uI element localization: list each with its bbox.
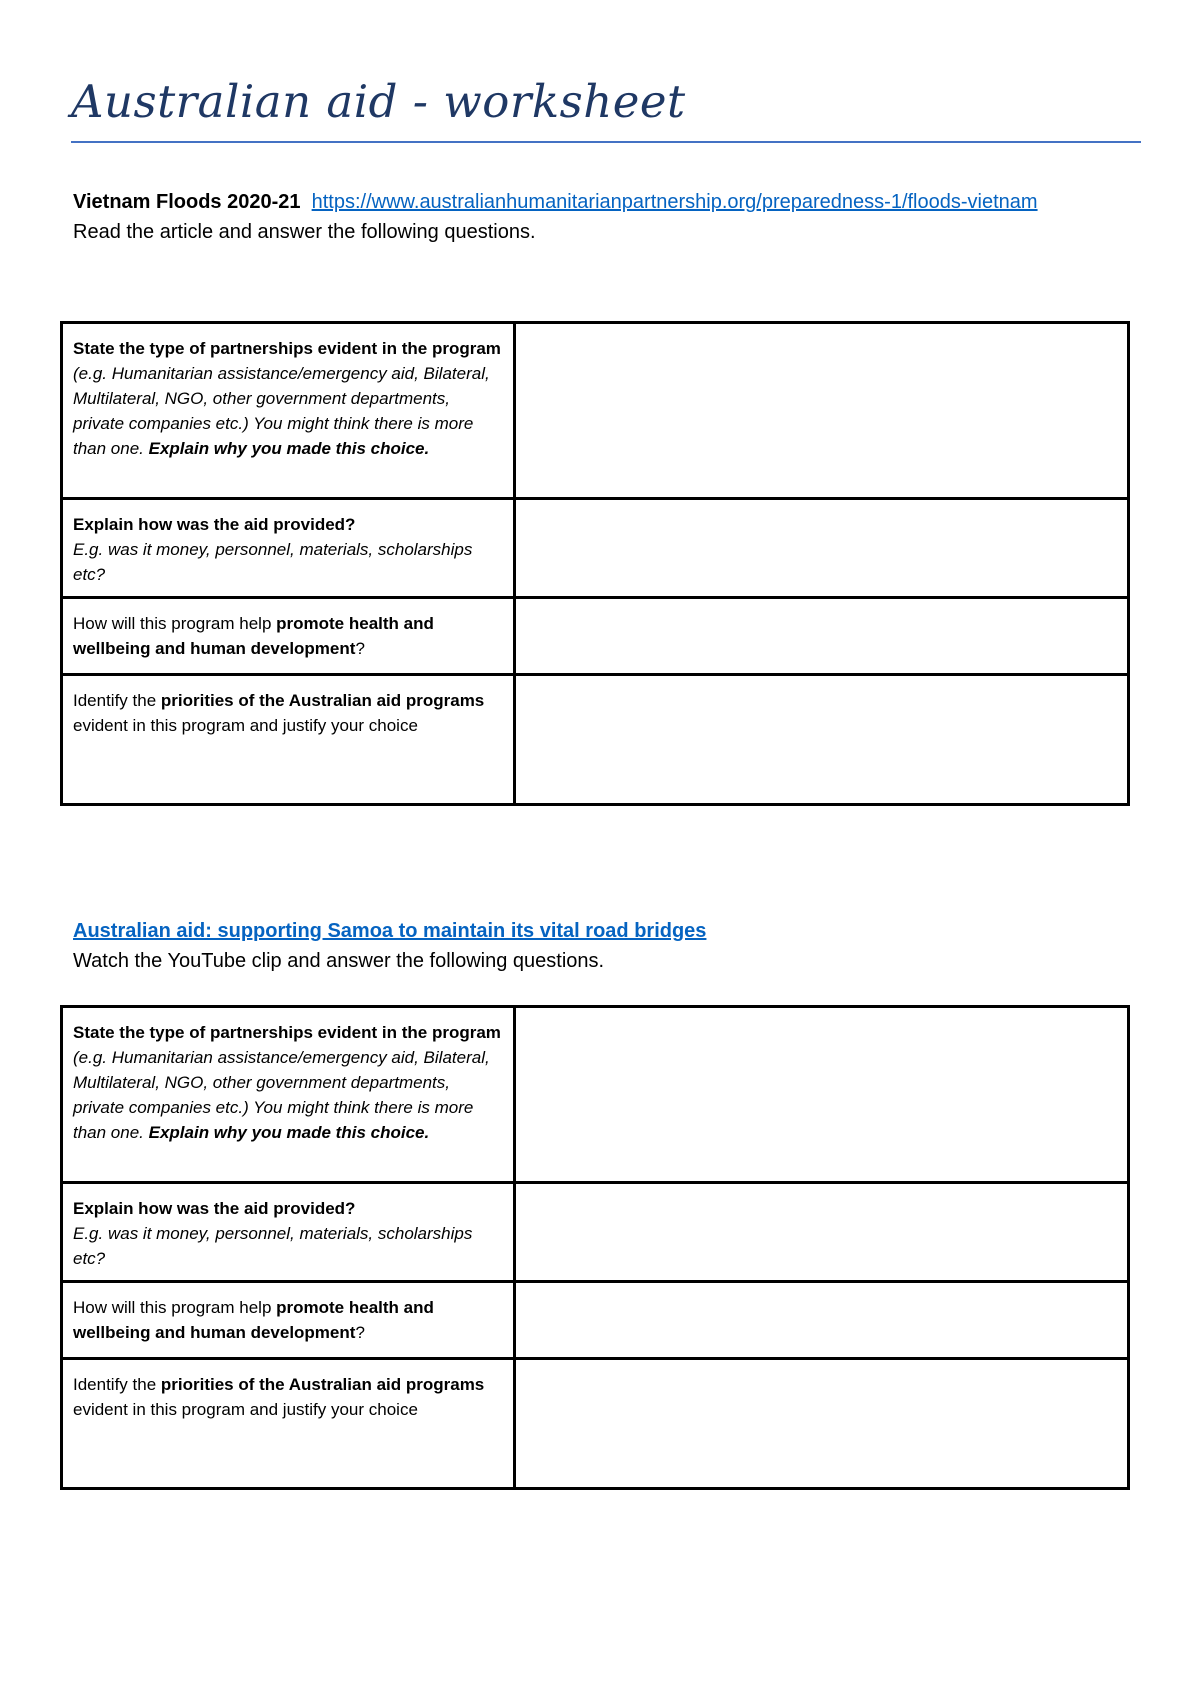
section1-instruction: Read the article and answer the following questions.: [73, 221, 536, 243]
answer-cell[interactable]: [515, 598, 1129, 675]
table-row: [62, 1007, 1129, 1183]
question-text-end: ?: [355, 1323, 365, 1342]
answer-cell[interactable]: [515, 323, 1129, 499]
section1-intro: [73, 187, 1133, 247]
table-row: [62, 1183, 1129, 1282]
question-cell: [62, 598, 515, 675]
question-instruction: Explain why you made this choice.: [148, 1123, 430, 1142]
question-text: Explain how was the aid provided?: [73, 515, 356, 534]
answer-cell[interactable]: [515, 499, 1129, 598]
question-emphasis: promote health and wellbeing and human development: [73, 1298, 434, 1342]
question-cell: [62, 1359, 515, 1489]
question-cell: [62, 675, 515, 805]
question-instruction: Explain why you made this choice.: [148, 439, 430, 458]
table-row: [62, 675, 1129, 805]
section1-source-name: Vietnam Floods 2020-21: [73, 191, 301, 213]
question-emphasis: priorities of the Australian aid programs: [160, 691, 485, 710]
question-cell: [62, 499, 515, 598]
title-divider: [71, 141, 1141, 143]
question-text-end: evident in this program and justify your choice: [73, 716, 418, 735]
question-text: How will this program help: [73, 614, 277, 633]
question-table-1: [60, 321, 1130, 806]
answer-cell[interactable]: [515, 1183, 1129, 1282]
question-emphasis: promote health and wellbeing and human development: [73, 614, 434, 658]
question-text-end: evident in this program and justify your choice: [73, 1400, 418, 1419]
worksheet-title: Australian aid - worksheet: [71, 75, 686, 128]
question-text: Identify the: [73, 691, 161, 710]
question-text: State the type of partnerships evident in the program: [73, 339, 501, 358]
answer-cell[interactable]: [515, 1359, 1129, 1489]
question-text: Explain how was the aid provided?: [73, 1199, 356, 1218]
table-row: [62, 323, 1129, 499]
question-hint: (e.g. Humanitarian assistance/emergency aid, Bilateral, Multilateral, NGO, other government departments, private companies etc.) You might think there is more than one.: [73, 364, 490, 458]
question-cell: [62, 323, 515, 499]
question-emphasis: priorities of the Australian aid programs: [160, 1375, 485, 1394]
answer-cell[interactable]: [515, 1282, 1129, 1359]
video-link[interactable]: Australian aid: supporting Samoa to maintain its vital road bridges: [73, 920, 707, 942]
question-hint: E.g. was it money, personnel, materials, scholarships etc?: [73, 1224, 473, 1268]
section2-intro: [73, 916, 1133, 976]
table-row: [62, 1359, 1129, 1489]
table-row: [62, 1282, 1129, 1359]
question-cell: [62, 1183, 515, 1282]
question-table-2: [60, 1005, 1130, 1490]
table-row: [62, 499, 1129, 598]
section2-instruction: Watch the YouTube clip and answer the following questions.: [73, 950, 605, 972]
question-text: Identify the: [73, 1375, 161, 1394]
question-text: How will this program help: [73, 1298, 277, 1317]
answer-cell[interactable]: [515, 1007, 1129, 1183]
article-link[interactable]: https://www.australianhumanitarianpartnership.org/preparedness-1/floods-vietnam: [311, 191, 1038, 213]
question-text: State the type of partnerships evident in the program: [73, 1023, 501, 1042]
table-row: [62, 598, 1129, 675]
question-hint: (e.g. Humanitarian assistance/emergency aid, Bilateral, Multilateral, NGO, other government departments, private companies etc.) You might think there is more than one.: [73, 1048, 490, 1142]
question-cell: [62, 1007, 515, 1183]
question-cell: [62, 1282, 515, 1359]
question-text-end: ?: [355, 639, 365, 658]
answer-cell[interactable]: [515, 675, 1129, 805]
question-hint: E.g. was it money, personnel, materials, scholarships etc?: [73, 540, 473, 584]
